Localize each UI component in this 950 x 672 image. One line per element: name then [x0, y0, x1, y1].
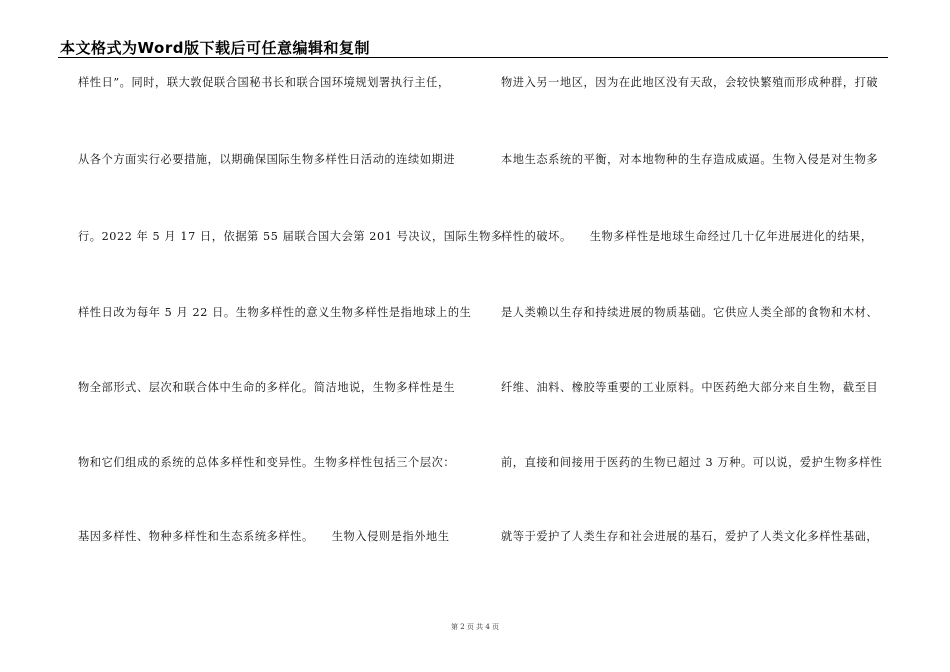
- text-line: 是人类赖以生存和持续进展的物质基础。它供应人类全部的食物和木材、: [501, 306, 879, 319]
- document-header-title: 本文格式为Word版下载后可任意编辑和复制: [60, 39, 370, 57]
- text-line: 样性的破坏。 生物多样性是地球生命经过几十亿年进展进化的结果，: [501, 230, 873, 243]
- text-line: 行。2022 年 5 月 17 日，依据第 55 届联合国大会第 201 号决议，国际生物多: [78, 230, 503, 243]
- text-line: 基因多样性、物种多样性和生态系统多样性。 生物入侵则是指外地生: [78, 530, 450, 543]
- text-line: 就等于爱护了人类生存和社会进展的基石，爱护了人类文化多样性基础，: [501, 530, 879, 543]
- text-line: 本地生态系统的平衡，对本地物种的生存造成威逼。生物入侵是对生物多: [501, 153, 879, 166]
- text-line: 前，直接和间接用于医药的生物已超过 3 万种。可以说，爱护生物多样性: [501, 456, 883, 469]
- text-line: 物和它们组成的系统的总体多样性和变异性。生物多样性包括三个层次：: [78, 456, 456, 469]
- page-number-footer: 第 2 页 共 4 页: [450, 623, 500, 631]
- text-line: 从各个方面实行必要措施，以期确保国际生物多样性日活动的连续如期进: [78, 153, 456, 166]
- text-line: 物进入另一地区，因为在此地区没有天敌，会较快繁殖而形成种群，打破: [501, 76, 879, 89]
- text-line: 纤维、油料、橡胶等重要的工业原料。中医药绝大部分来自生物，截至目: [501, 381, 879, 394]
- text-line: 物全部形式、层次和联合体中生命的多样化。简洁地说，生物多样性是生: [78, 381, 456, 394]
- text-line: 样性日改为每年 5 月 22 日。生物多样性的意义生物多样性是指地球上的生: [78, 306, 472, 319]
- header-divider: [58, 57, 888, 58]
- text-line: 样性日”。同时，联大敦促联合国秘书长和联合国环境规划署执行主任，: [78, 76, 450, 89]
